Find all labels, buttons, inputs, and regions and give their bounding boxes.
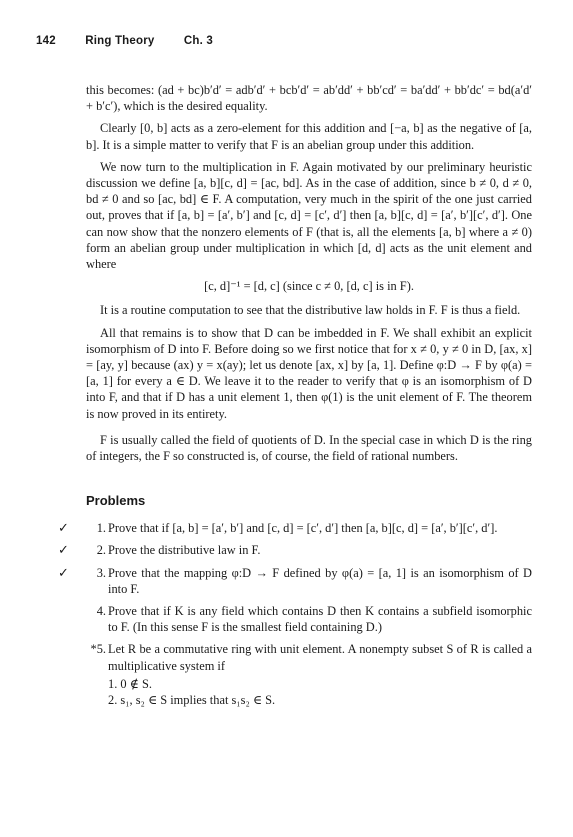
problem-number: 5.	[96, 642, 106, 657]
problem-text: Let R be a commutative ring with unit element. A nonempty subset S of R is called a multiplicative system if	[108, 642, 532, 673]
problem-text: Prove that if [a, b] = [a′, b′] and [c, d] = [c′, d′] then [a, b][c, d] = [a′, b′][c′, d′].	[108, 521, 498, 536]
sub-item	[86, 692, 532, 708]
display-equation-inverse: [c, d]⁻¹ = [d, c] (since c ≠ 0, [d, c] is in F).	[204, 279, 414, 294]
problem-item	[58, 542, 532, 559]
problem-number: 3.	[96, 565, 106, 580]
sub-item-text: 2. s₁, s₂ ∈ S implies that s₁s₂ ∈ S.	[108, 693, 276, 708]
sub-item	[86, 676, 532, 692]
paragraph-equality: this becomes: (ad + bc)b′d′ = adb′d′ + bcb′d′ = ab′dd′ + bb′cd′ = ba′dd′ + bb′dc′ = bd(a′d′ + b′c′), which is the desired equality.	[86, 83, 532, 114]
check-mark-icon: ✓	[58, 521, 69, 537]
sub-item-text: 1. 0 ∉ S.	[108, 676, 152, 691]
problem-number-starred	[86, 641, 106, 657]
paragraph-distributive: It is a routine computation to see that the distributive law holds in F. F is thus a field.	[100, 303, 521, 318]
book-title: Ring Theory	[85, 35, 155, 47]
problem-item	[58, 520, 532, 537]
running-header	[36, 35, 239, 47]
problem-text: Prove the distributive law in F.	[108, 543, 261, 558]
problem-text: Prove that if K is any field which contains D then K contains a subfield isomorphic to F. (In this sense F is the smallest field containing D.)	[108, 604, 532, 635]
main-text	[58, 82, 532, 714]
check-mark-icon: ✓	[58, 565, 69, 581]
star-marker: *	[90, 642, 97, 657]
paragraph-zero-element: Clearly [0, b] acts as a zero-element for this addition and [−a, b] as the negative of [a, b]. It is a simple matter to verify that F is an abelian group under this addition.	[86, 121, 532, 152]
problem-item	[58, 565, 532, 597]
problem-number: 4.	[96, 604, 106, 619]
chapter-label: Ch. 3	[183, 35, 214, 47]
problem-text: Prove that the mapping φ:D → F defined by φ(a) = [a, 1] is an isomorphism of D into F.	[108, 565, 532, 596]
problem-item	[86, 641, 532, 673]
paragraph-multiplication: We now turn to the multiplication in F. Again motivated by our preliminary heuristic discussion we define [a, b][c, d] = [ac, bd]. As in the case of addition, since b ≠ 0, d ≠ 0, bd ≠ 0 and so [ac, bd] ∈ F. A computation, very much in the spirit of the one just carried out, proves that if [a, b] = [a′, b′] and [c, d] = [c′, d′] then [a, b][c, d] = [a′, b′][c′, d′]. One can now show that the nonzero elements of F (that is, all the elements [a, b] where a ≠ 0) form an abelian group under multiplication in which [d, d] acts as the unit element and where	[86, 159, 532, 272]
paragraph-imbedding: All that remains is to show that D can be imbedded in F. We shall exhibit an explicit isomorphism of D into F. Before doing so we first notice that for x ≠ 0, y ≠ 0 in D, [ax, x] = [ay, y] because (ax) y = x(ay); let us denote [ax, x] by [a, 1]. Define φ:D → F by φ(a) = [a, 1] for every a ∈ D. We leave it to the reader to verify that φ is an isomorphism of D into F, and that if D has a unit element 1, then φ(1) is the unit element of F. The theorem is now proved in its entirety.	[86, 325, 532, 421]
problem-number: 2.	[96, 543, 106, 558]
problems-heading: Problems	[86, 493, 146, 509]
paragraph-field-of-quotients: F is usually called the field of quotients of D. In the special case in which D is the ring of integers, the F so constructed is, of course, the field of rational numbers.	[86, 432, 532, 464]
problem-number: 1.	[96, 521, 106, 536]
problem-item	[86, 603, 532, 635]
check-mark-icon: ✓	[58, 543, 69, 559]
page-number: 142	[36, 35, 56, 47]
